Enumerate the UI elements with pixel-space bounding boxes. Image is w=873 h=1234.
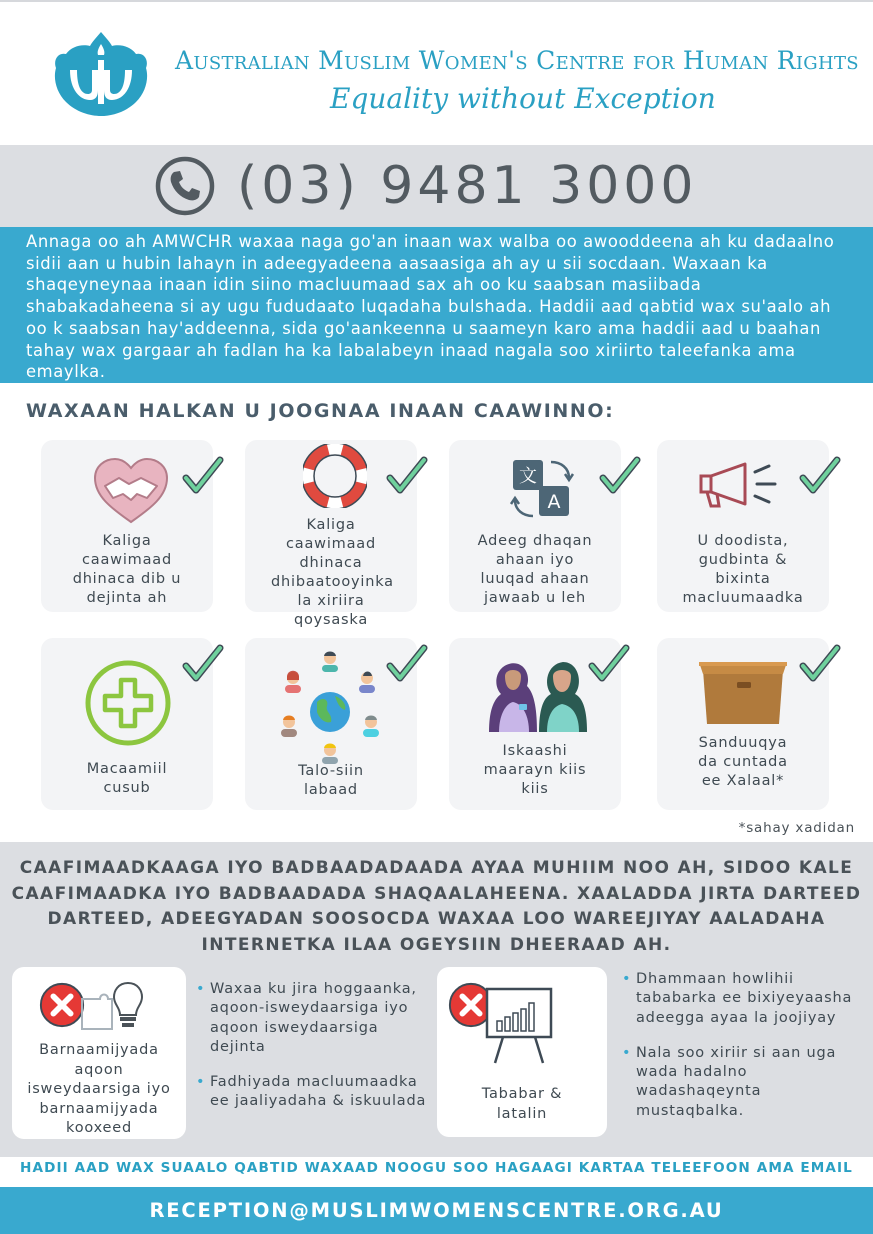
bullet-item: • Dhammaan howlihii tababarka ee bixiyeyaasha adeegga ayaa la joojiyay — [622, 970, 868, 1028]
service-label: Talo-siin labaad — [298, 763, 364, 798]
email-bar — [0, 1187, 873, 1234]
training-label: Tababar & latalin — [481, 1086, 563, 1122]
limited-supply-note: *sahay xadidan — [738, 820, 855, 836]
bullet-item: • Fadhiyada macluumaadka ee jaaliyadaha & iskuulada — [196, 1073, 436, 1112]
header — [0, 0, 873, 145]
service-label: Iskaashi maarayn kiis kiis — [483, 743, 587, 797]
phone-number[interactable]: (03) 9481 3000 — [237, 156, 698, 216]
org-name: Australian Muslim Women's Centre for Human Rights — [175, 46, 859, 75]
training-bullets — [622, 970, 868, 1137]
svg-text:文: 文 — [519, 466, 537, 487]
amwchr-logo-icon — [52, 30, 150, 118]
translate-icon — [507, 456, 577, 522]
service-card — [449, 440, 621, 612]
check-icon — [386, 644, 428, 684]
puzzle-lightbulb-icon — [78, 979, 148, 1035]
training-card — [437, 967, 607, 1137]
bullet-item: • Nala soo xiriir si aan uga wada hadalno wadashaqeynta mustaqbalka. — [622, 1044, 868, 1121]
email-link[interactable]: RECEPTION@MUSLIMWOMENSCENTRE.ORG.AU — [149, 1199, 724, 1222]
check-icon — [588, 644, 630, 684]
check-icon — [799, 456, 841, 496]
workshops-card — [12, 967, 186, 1139]
people-globe-icon — [275, 646, 385, 766]
lifebuoy-icon — [303, 444, 367, 508]
health-notice: CAAFIMAADKAAGA IYO BADBAADADAADA AYAA MUHIIM NOO AH, SIDOO KALE CAAFIMAADKA IYO BADBAADADA SHAQAALAHEENA. XAALADDA JIRTA DARTEED DARTEED, ADEEGYADAN SOOSOCDA WAXAA LOO WAREEJIYAY AALADAHA INTERNETKA ILAA OGEYSIIN DHEERAAD AH. — [11, 858, 862, 955]
workshops-bullets — [196, 980, 436, 1128]
megaphone-icon — [697, 460, 787, 510]
workshops-label: Barnaamijyada aqoon isweydaarsiga iyo barnaamijyada kooxeed — [27, 1042, 171, 1136]
service-label: U doodista, gudbinta & bixinta macluumaadka — [682, 533, 804, 606]
contact-line: HADII AAD WAX SUAALO QABTID WAXAAD NOOGU SOO HAGAAGI KARTAA TELEEFOON AMA EMAIL — [20, 1160, 853, 1176]
check-icon — [182, 456, 224, 496]
phone-bar — [0, 145, 873, 227]
service-label: Kaliga caawimaad dhinaca dhibaatooyinka la xiriira qoysaska — [271, 517, 394, 628]
service-label: Macaamiil cusub — [86, 761, 168, 796]
women-talking-icon — [483, 654, 593, 734]
heart-handshake-icon — [91, 456, 171, 526]
intro-paragraph: Annaga oo ah AMWCHR waxaa naga go'an inaan wax walba oo awooddeena ah ku dadaalno sidii aan u hubin lahayn in adeegyadeena aasaasiga ah ay u sii socdaan. Waxaan ka shaqeyneynaa inaan idin siino macluumaad sax ah oo ku saabsan masiibada shabakadaheena si ay ugu fududaato luqadaha bulshada. Haddii aad qabtid wax su'aalo ah oo k saabsan hay'addeenna, sida go'aankeenna u saameyn karo ama haddii aad u baahan tahay wax gargaar ah fadlan ha ka labalabeyn inaad nagala soo xiriirto taleefanka ama emaylka. — [0, 227, 873, 383]
bullet-item: • Waxaa ku jira hoggaanka, aqoon-isweydaarsiga iyo aqoon isweydaarsiga dejinta — [196, 980, 436, 1057]
service-label: Kaliga caawimaad dhinaca dib u dejinta ah — [72, 533, 182, 606]
phone-icon — [155, 156, 215, 216]
check-icon — [386, 456, 428, 496]
check-icon — [599, 456, 641, 496]
service-label: Sanduuqya da cuntada ee Xalaal* — [698, 735, 788, 789]
presentation-board-icon — [483, 985, 555, 1065]
svg-text:A: A — [547, 491, 561, 513]
plus-circle-icon — [83, 658, 173, 748]
food-box-icon — [695, 652, 791, 728]
service-label: Adeeg dhaqan ahaan iyo luuqad ahaan jawaab u leh — [477, 533, 593, 606]
check-icon — [799, 644, 841, 684]
services-title: WAXAAN HALKAN U JOOGNAA INAAN CAAWINNO: — [26, 400, 615, 422]
check-icon — [182, 644, 224, 684]
tagline: Equality without Exception — [330, 82, 716, 115]
